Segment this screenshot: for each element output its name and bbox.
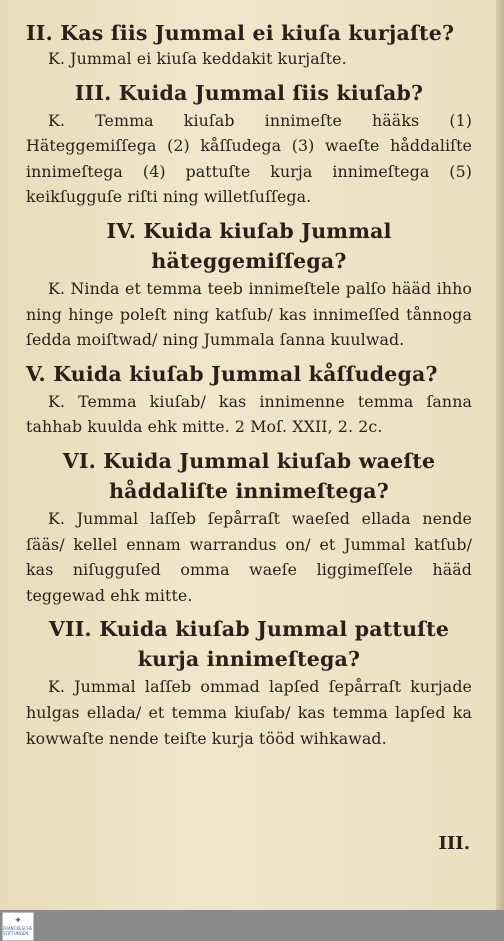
question-4: IV. Kuida kiuſab Jummal häteggemiſſega? [106, 218, 392, 273]
question-6: VI. Kuida Jummal kiuſab waeſte håddaliſte innimeſtega? [62, 448, 436, 503]
library-logo-icon: ✦ [14, 916, 22, 926]
library-logo-text: FRANCKESCHE STIFTUNGEN [3, 926, 33, 936]
question-2: II. Kas ſiis Jummal ei kiuſa kurjaſte? [26, 21, 455, 45]
answer-3: K. Temma kiuſab innimeſte hääks (1) Häteggemiſſega (2) kåſſudega (3) waeſte håddaliſte innimeſtega (4) pattuſte kurja innimeſtega (5) keikſugguſe riſti ning willetſuſſega. [26, 110, 472, 207]
question-3: III. Kuida Jummal ſiis kiuſab? [74, 80, 424, 105]
answer-4: K. Ninda et temma teeb innimeſtele palſo hääd ihho ning hinge poleſt ning katſub/ kas innimeſſed tånnoga ſedda moiſtwad/ ning Jummala ſanna kuulwad. [26, 278, 472, 350]
question-7: VII. Kuida kiuſab Jummal pattuſte kurja innimeſtega? [48, 617, 450, 672]
viewer-footer-bar [0, 910, 504, 941]
answer-7: K. Jummal laſſeb ommad lapſed ſepårraſt kurjade hulgas ellada/ et temma kiuſab/ kas temma lapſed ka kowwaſte nende teiſte kurja tööd wihkawad. [26, 677, 472, 748]
answer-5: K. Temma kiuſab/ kas innimenne temma ſanna tahhab kuulda ehk mitte. 2 Moſ. XXII, 2. 2c. [26, 391, 472, 437]
page-text [26, 18, 472, 757]
answer-2: K. Jummal ei kiuſa keddakit kurjaſte. [48, 49, 347, 68]
catchword: III. [438, 833, 470, 854]
answer-6: K. Jummal laſſeb ſepårraſt waeſed ellada nende ſääs/ kellel ennam warrandus on/ et Jummal katſub/ kas niſugguſed omma waeſe liggimeſſele hääd teggewad ehk mitte. [26, 508, 472, 605]
page-edge [496, 0, 504, 910]
library-logo[interactable] [2, 912, 34, 941]
question-5: V. Kuida kiuſab Jummal kåſſudega? [26, 361, 438, 386]
